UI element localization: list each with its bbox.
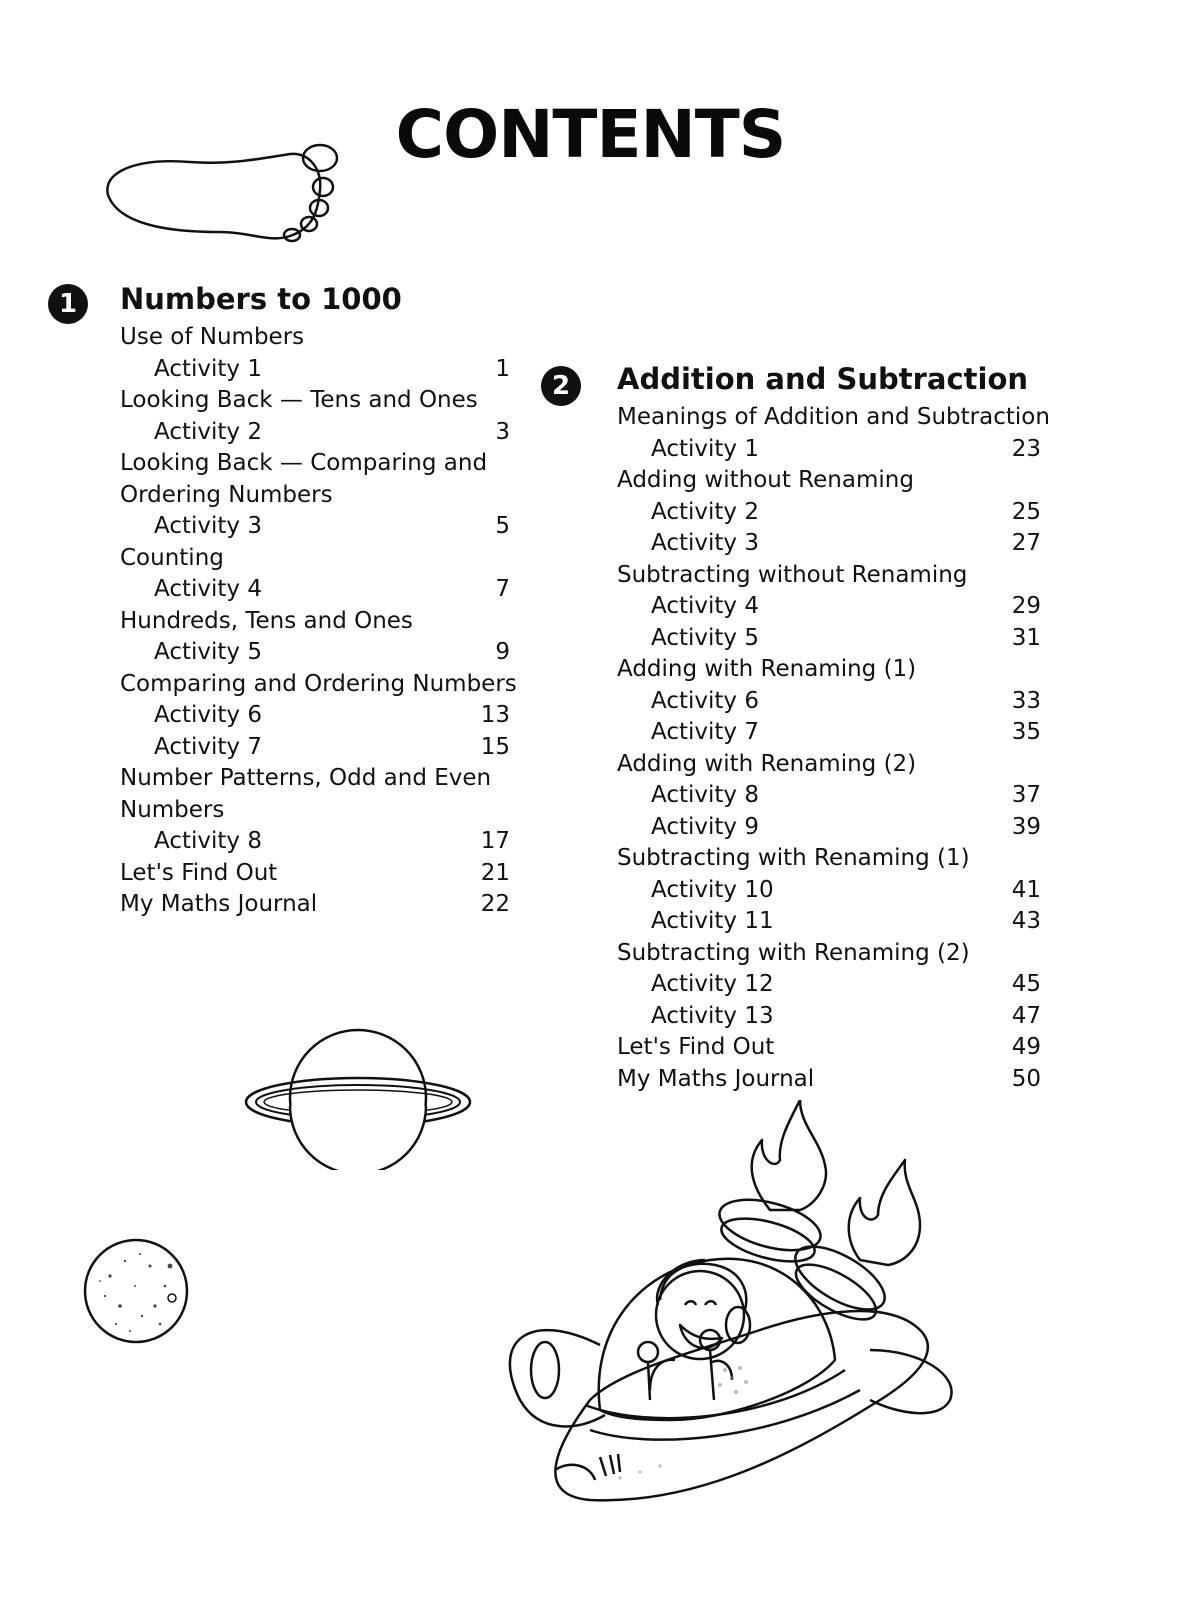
toc-entry <box>617 591 1041 623</box>
moon-icon <box>80 1236 195 1346</box>
toc-entry-label: Adding with Renaming (2) <box>617 750 917 777</box>
toc-entry <box>120 322 510 354</box>
toc-entry <box>617 717 1041 749</box>
toc-entry-page: 25 <box>1011 498 1041 525</box>
toc-entry-label: Activity 13 <box>651 1002 774 1029</box>
toc-entry-label: Activity 1 <box>154 355 262 382</box>
toc-entry-label: Comparing and Ordering Numbers <box>120 670 517 697</box>
toc-entry-page: 21 <box>480 859 510 886</box>
toc-entry-label: Activity 5 <box>154 639 262 665</box>
toc-entry <box>120 889 510 921</box>
toc-entry <box>617 875 1041 907</box>
toc-entry-label: Activity 6 <box>651 687 759 714</box>
chapter-1-heading <box>48 282 510 322</box>
toc-entry-label: Activity 2 <box>154 418 262 445</box>
toc-entry <box>617 969 1041 1001</box>
planet-icon <box>240 1020 480 1170</box>
toc-entry <box>617 1032 1041 1064</box>
toc-entry-page: 17 <box>480 828 510 854</box>
toc-entry-page: 5 <box>495 513 510 539</box>
toc-entry-label: Activity 3 <box>154 513 262 539</box>
chapter-2-heading <box>541 362 1041 402</box>
toc-entry-page: 15 <box>480 733 510 760</box>
toc-entry-page: 45 <box>1011 971 1041 997</box>
toc-entry-label: Ordering Numbers <box>120 481 333 508</box>
toc-entry <box>617 560 1041 592</box>
toc-entry-label: Activity 11 <box>651 908 774 934</box>
toc-entry-label: Looking Back — Tens and Ones <box>120 387 478 413</box>
toc-entry <box>120 543 510 575</box>
toc-entry <box>617 623 1041 655</box>
toc-entry-label: Activity 2 <box>651 498 759 525</box>
toc-entry-label: Adding with Renaming (1) <box>617 656 917 682</box>
chapter-2-section <box>541 362 1050 1095</box>
toc-entry <box>120 858 510 890</box>
toc-entry <box>120 448 510 480</box>
toc-entry-label: Subtracting without Renaming <box>617 561 968 588</box>
toc-entry <box>120 795 510 827</box>
toc-entry-page: 39 <box>1011 813 1041 840</box>
toc-entry <box>617 938 1041 970</box>
chapter-1-section <box>48 282 517 921</box>
toc-entry-label: Activity 8 <box>651 782 759 808</box>
toc-entry-page: 1 <box>495 355 510 382</box>
toc-entry-label: Activity 7 <box>651 719 759 745</box>
toc-entry <box>617 686 1041 718</box>
toc-entry-page: 33 <box>1011 687 1041 714</box>
toc-entry-label: Use of Numbers <box>120 324 305 350</box>
toc-entry-page: 23 <box>1011 435 1041 462</box>
toc-entry <box>120 763 510 795</box>
toc-entry <box>120 732 510 764</box>
toc-entry-label: Looking Back — Comparing and <box>120 450 488 476</box>
chapter-1-title: Numbers to 1000 <box>120 282 402 316</box>
toc-entry-label: Let's Find Out <box>617 1034 775 1060</box>
toc-entry-page: 3 <box>495 418 510 445</box>
toc-entry-page: 49 <box>1011 1034 1041 1060</box>
toc-entry <box>120 511 510 543</box>
toc-entry-label: Subtracting with Renaming (1) <box>617 845 970 871</box>
page-title: CONTENTS <box>395 96 786 173</box>
toc-entry-page: 9 <box>495 639 510 665</box>
toc-entry-label: Numbers <box>120 796 225 823</box>
toc-entry-page: 43 <box>1011 908 1041 934</box>
toc-entry-label: Meanings of Addition and Subtraction <box>617 404 1050 430</box>
toc-entry-page: 35 <box>1011 719 1041 745</box>
toc-entry <box>120 417 510 449</box>
toc-entry <box>120 354 510 386</box>
toc-entry-label: My Maths Journal <box>617 1065 815 1092</box>
toc-entry-page: 13 <box>480 702 510 728</box>
toc-entry-label: Activity 4 <box>651 593 759 619</box>
toc-entry-page: 7 <box>495 576 510 602</box>
toc-entry-page: 27 <box>1011 530 1041 556</box>
toc-entry <box>617 434 1041 466</box>
toc-entry-label: Subtracting with Renaming (2) <box>617 939 970 966</box>
toc-entry-label: Counting <box>120 544 224 571</box>
toc-entry <box>617 654 1041 686</box>
toc-entry <box>617 906 1041 938</box>
toc-entry <box>617 1064 1041 1096</box>
toc-entry-label: Hundreds, Tens and Ones <box>120 607 413 634</box>
toc-entry <box>617 497 1041 529</box>
toc-entry-label: Let's Find Out <box>120 859 278 886</box>
toc-entry-label: Activity 3 <box>651 530 759 556</box>
toc-entry-label: My Maths Journal <box>120 891 318 917</box>
toc-entry-page: 22 <box>480 891 510 917</box>
toc-entry <box>120 637 510 669</box>
toc-entry-label: Activity 9 <box>651 813 759 840</box>
chapter-1-entries <box>120 322 517 921</box>
toc-entry-label: Activity 1 <box>651 435 759 462</box>
toc-entry <box>617 465 1041 497</box>
toc-entry-page: 31 <box>1011 624 1041 651</box>
toc-entry-label: Activity 6 <box>154 702 262 728</box>
toc-entry-label: Activity 8 <box>154 828 262 854</box>
toc-entry-label: Activity 7 <box>154 733 262 760</box>
rocket-icon <box>500 1100 970 1505</box>
toc-entry-page: 37 <box>1011 782 1041 808</box>
toc-entry-page: 29 <box>1011 593 1041 619</box>
toc-entry <box>120 826 510 858</box>
toc-entry-label: Activity 10 <box>651 876 774 903</box>
toc-entry <box>120 700 510 732</box>
toc-entry-label: Activity 4 <box>154 576 262 602</box>
toc-entry-label: Activity 5 <box>651 624 759 651</box>
toc-entry <box>617 780 1041 812</box>
chapter-2-entries <box>617 402 1050 1095</box>
toc-entry-page: 47 <box>1011 1002 1041 1029</box>
chapter-1-number-badge: 1 <box>48 284 88 324</box>
chapter-2-title: Addition and Subtraction <box>617 362 1029 396</box>
toc-entry <box>617 843 1041 875</box>
toc-entry <box>120 480 510 512</box>
toc-entry <box>120 669 517 701</box>
chapter-2-number-badge: 2 <box>541 366 581 406</box>
toc-entry-page: 50 <box>1011 1065 1041 1092</box>
toc-entry <box>617 528 1041 560</box>
toc-entry-page: 41 <box>1011 876 1041 903</box>
toc-entry <box>120 574 510 606</box>
toc-entry <box>617 812 1041 844</box>
toc-entry-label: Activity 12 <box>651 971 774 997</box>
toc-entry <box>120 385 510 417</box>
toc-entry <box>120 606 510 638</box>
toc-entry <box>617 402 1050 434</box>
toc-entry-label: Adding without Renaming <box>617 467 914 493</box>
toc-entry <box>617 749 1041 781</box>
footprint-icon <box>100 140 345 250</box>
toc-entry <box>617 1001 1041 1033</box>
toc-entry-label: Number Patterns, Odd and Even <box>120 765 492 791</box>
